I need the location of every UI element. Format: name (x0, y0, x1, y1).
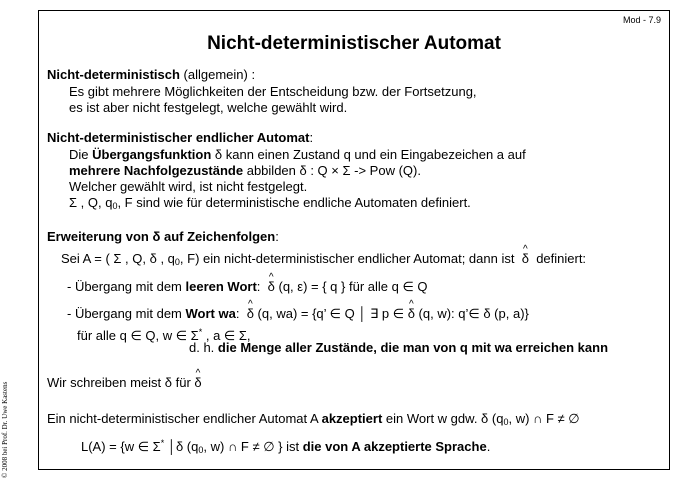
text: : (235, 306, 240, 321)
text-bold: Übergangsfunktion (92, 147, 212, 162)
text: L(A) = {w ∈ Σ (81, 439, 161, 454)
page-title: Nicht-deterministischer Automat (207, 33, 501, 54)
text: Σ , Q, q (69, 195, 113, 210)
text: - Übergang mit dem (67, 306, 186, 321)
section2-line4 (69, 195, 471, 214)
heading-suffix: (allgemein) : (179, 67, 256, 82)
delta-hat-symbol: ^ δ (408, 306, 415, 322)
subscript: 0 (112, 201, 118, 211)
superscript: * (198, 327, 203, 337)
section3-line1 (61, 251, 586, 270)
text: , a ∈ Σ, (202, 328, 251, 343)
text: δ kann einen Zustand q und ein Eingabezeichen a auf (211, 147, 526, 162)
section2-line3: Welcher gewählt wird, ist nicht festgelegt. (69, 179, 308, 194)
text-bold: die Menge aller Zustände, die man von q mit wa erreichen kann (217, 340, 609, 355)
text: d. h. (189, 340, 218, 355)
text: Sei A = ( Σ , Q, δ , q (61, 251, 175, 266)
section2-line2 (69, 163, 421, 179)
heading-suffix: : (275, 229, 279, 244)
text: Ein nicht-deterministischer endlicher Automat A (47, 411, 322, 426)
section3-line3 (67, 306, 529, 322)
text: : (256, 279, 261, 294)
text-bold: Wort wa (185, 306, 236, 321)
section5-line2 (81, 435, 490, 458)
delta-hat-symbol: ^ δ (522, 251, 529, 267)
text: (q, wa) = {q’ ∈ Q │ ∃ p ∈ (253, 306, 408, 321)
section3-line5 (189, 340, 608, 356)
text: abbilden δ : Q × Σ -> Pow (Q). (243, 163, 421, 178)
delta-hat-symbol: ^ δ (194, 375, 201, 391)
slide-frame (38, 10, 670, 470)
text: Wir schreiben meist δ für (47, 375, 195, 390)
text-bold: leeren Wort (185, 279, 257, 294)
delta-hat-symbol: ^ δ (268, 279, 275, 295)
module-number: Mod - 7.9 (622, 15, 661, 25)
text: definiert: (536, 251, 587, 266)
text-bold: die von A akzeptierte Sprache (302, 439, 487, 454)
section-nea-heading (47, 130, 313, 146)
text: ein Wort w gdw. δ (q (382, 411, 504, 426)
delta-hat-symbol: ^ δ (247, 306, 254, 322)
section1-line2: es ist aber nicht festgelegt, welche gewählt wird. (69, 100, 348, 115)
subscript: 0 (198, 445, 204, 455)
text: (q, ε) = { q } für alle q ∈ Q (274, 279, 428, 294)
heading-bold: Erweiterung von δ (47, 229, 164, 244)
text: , w) ∩ F ≠ ∅ } ist (203, 439, 303, 454)
subscript: 0 (503, 417, 509, 427)
section4-line (47, 375, 202, 391)
text: , F sind wie für deterministische endliche Automaten definiert. (117, 195, 471, 210)
section5-line1 (47, 411, 580, 430)
text: │δ (q (164, 439, 199, 454)
text: , F) ein nicht-deterministischer endlicher Automat; dann ist (179, 251, 515, 266)
subscript: 0 (174, 257, 180, 267)
superscript: * (160, 438, 165, 448)
copyright-notice: © 2008 bei Prof. Dr. Uwe Kastens (1, 381, 9, 478)
heading-bold: Nicht-deterministisch (47, 67, 180, 82)
heading-bold: Nicht-deterministischer endlicher Automat (47, 130, 310, 145)
section3-line2 (67, 279, 428, 295)
text-bold: akzeptiert (321, 411, 383, 426)
section-erweiterung-heading (47, 229, 279, 245)
heading-bold: auf Zeichenfolgen (163, 229, 276, 244)
text: - Übergang mit dem (67, 279, 186, 294)
text: . (486, 439, 491, 454)
text: , w) ∩ F ≠ ∅ (508, 411, 580, 426)
heading-suffix: : (309, 130, 314, 145)
text: für alle q ∈ Q, w ∈ Σ (77, 328, 199, 343)
text-bold: mehrere Nachfolgezustände (69, 163, 244, 178)
text: Die (69, 147, 93, 162)
text: (q, w): q’∈ δ (p, a)} (414, 306, 529, 321)
section2-line1 (69, 147, 526, 163)
section-nichtdeterministisch-heading (47, 67, 255, 83)
section1-line1: Es gibt mehrere Möglichkeiten der Entscheidung bzw. der Fortsetzung, (69, 84, 477, 99)
